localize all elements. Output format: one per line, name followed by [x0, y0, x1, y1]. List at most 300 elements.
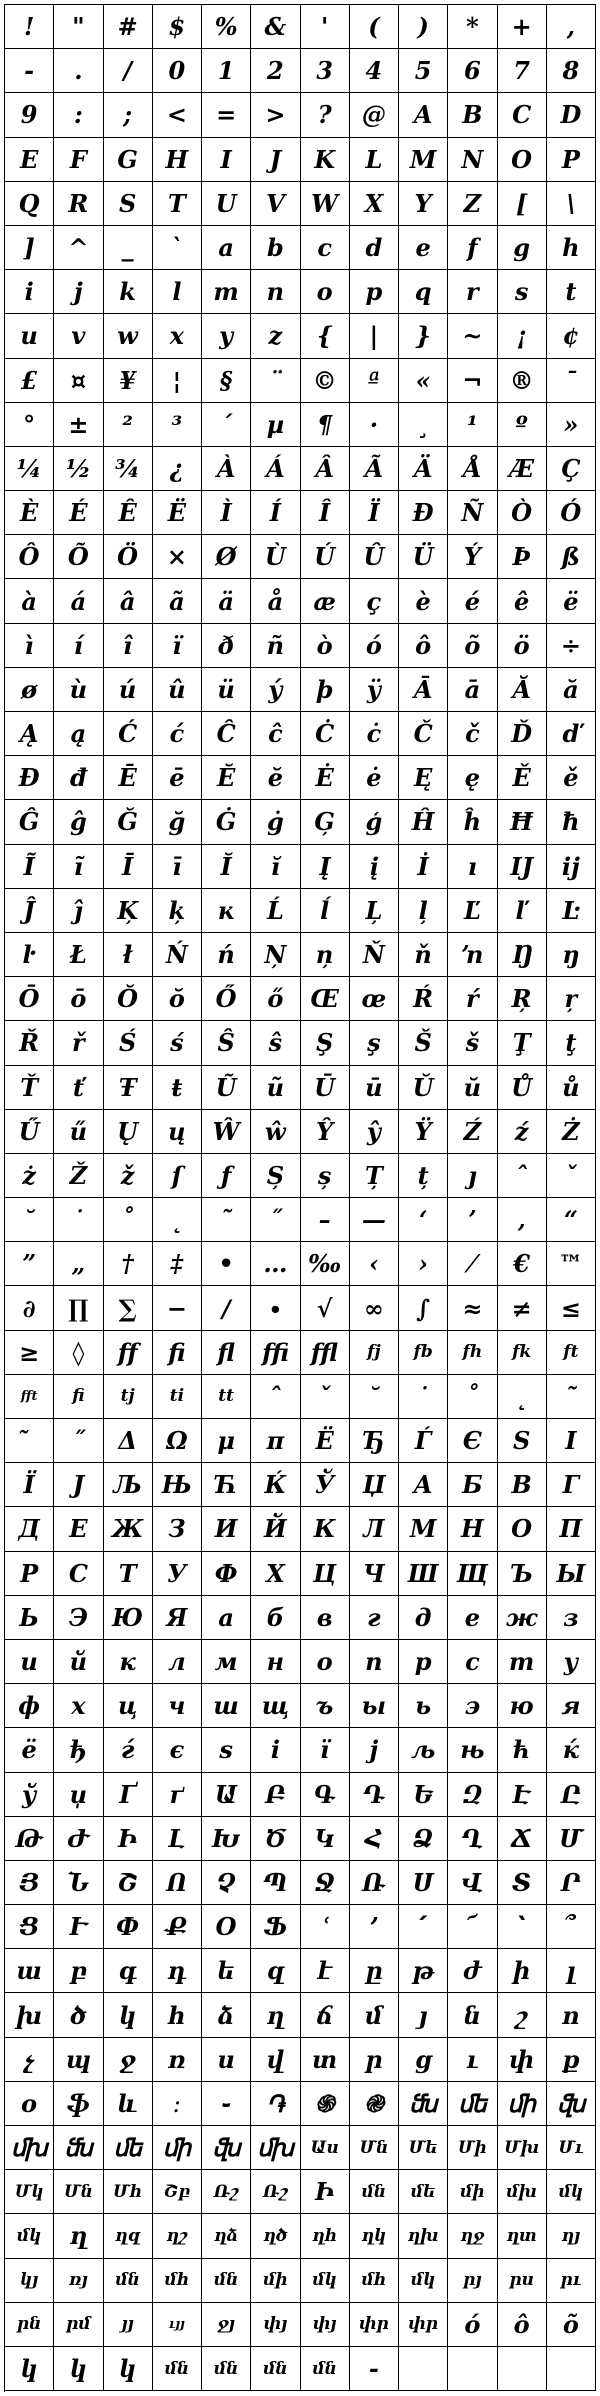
- glyph-cell: ґ: [153, 1773, 202, 1817]
- glyph-cell: ё: [5, 1728, 54, 1772]
- glyph-cell: ф: [5, 1684, 54, 1728]
- glyph-cell: %: [202, 5, 251, 49]
- glyph-cell: ņ: [301, 933, 350, 977]
- glyph-cell: i: [5, 270, 54, 314]
- glyph-cell: ъ: [301, 1684, 350, 1728]
- glyph-cell: Ö: [104, 535, 153, 579]
- glyph-cell: Й: [251, 1507, 300, 1551]
- glyph-cell: Х: [251, 1552, 300, 1596]
- glyph-cell: ճ: [301, 1993, 350, 2037]
- glyph-cell: і: [251, 1728, 300, 1772]
- glyph-cell: Ў: [301, 1463, 350, 1507]
- glyph-row: [5, 2126, 596, 2170]
- glyph-cell: Ĭ: [202, 845, 251, 889]
- glyph-cell: x: [153, 314, 202, 358]
- glyph-cell: ա: [5, 1949, 54, 1993]
- glyph-cell: Ի: [301, 2170, 350, 2214]
- glyph-cell: »: [547, 403, 596, 447]
- glyph-cell: Û: [350, 535, 399, 579]
- glyph-cell: ﬄ: [301, 1331, 350, 1375]
- glyph-cell: ð: [202, 624, 251, 668]
- glyph-cell: ®: [498, 359, 547, 403]
- glyph-cell: Կ: [301, 1817, 350, 1861]
- glyph-row: [5, 1198, 596, 1242]
- glyph-cell: Ā: [399, 668, 448, 712]
- glyph-cell: ª: [350, 359, 399, 403]
- glyph-cell: Њ: [153, 1463, 202, 1507]
- glyph-cell: ›: [399, 1242, 448, 1286]
- glyph-cell: fb: [399, 1331, 448, 1375]
- glyph-cell: ˚: [448, 1375, 497, 1419]
- glyph-row: [5, 1375, 596, 1419]
- glyph-cell: I: [202, 138, 251, 182]
- glyph-cell: փյ: [301, 2303, 350, 2347]
- glyph-cell: Ч: [350, 1552, 399, 1596]
- glyph-cell: Ğ: [104, 800, 153, 844]
- glyph-cell: p: [350, 270, 399, 314]
- glyph-row: [5, 1949, 596, 1993]
- glyph-cell: ˚: [104, 1198, 153, 1242]
- glyph-cell: Щ: [448, 1552, 497, 1596]
- glyph-cell: ղզ: [104, 2214, 153, 2258]
- glyph-cell: ռյ: [54, 2259, 103, 2303]
- glyph-cell: [547, 2347, 596, 2391]
- glyph-cell: մկ: [399, 2259, 448, 2303]
- glyph-cell: ä: [202, 579, 251, 623]
- glyph-cell: Ď: [498, 712, 547, 756]
- glyph-cell: ů: [547, 1066, 596, 1110]
- glyph-cell: д: [399, 1596, 448, 1640]
- glyph-cell: Ţ: [498, 1021, 547, 1065]
- glyph-cell: Ć: [104, 712, 153, 756]
- glyph-cell: ': [301, 5, 350, 49]
- glyph-cell: Մհ: [104, 2170, 153, 2214]
- glyph-cell: ķ: [153, 889, 202, 933]
- glyph-cell: Æ: [498, 447, 547, 491]
- glyph-cell: 0: [153, 49, 202, 93]
- glyph-row: [5, 624, 596, 668]
- glyph-cell: ѕ: [202, 1728, 251, 1772]
- glyph-cell: ˝: [251, 1198, 300, 1242]
- glyph-cell: Â: [301, 447, 350, 491]
- glyph-cell: ^: [54, 226, 103, 270]
- glyph-cell: ľ: [498, 889, 547, 933]
- glyph-cell: ì: [5, 624, 54, 668]
- glyph-cell: в: [301, 1596, 350, 1640]
- glyph-cell: {: [301, 314, 350, 358]
- glyph-cell: Ő: [202, 977, 251, 1021]
- glyph-cell: Օ: [202, 1905, 251, 1949]
- glyph-cell: b: [251, 226, 300, 270]
- glyph-cell: w: [104, 314, 153, 358]
- glyph-cell: Ц: [301, 1552, 350, 1596]
- glyph-cell: т: [498, 1640, 547, 1684]
- glyph-cell: #: [104, 5, 153, 49]
- glyph-cell: с: [448, 1640, 497, 1684]
- glyph-cell: ‰: [301, 1242, 350, 1286]
- glyph-cell: ¸: [399, 403, 448, 447]
- glyph-cell: ∏: [54, 1286, 103, 1330]
- glyph-row: [5, 579, 596, 623]
- glyph-row: [5, 2303, 596, 2347]
- glyph-cell: ∞: [350, 1286, 399, 1330]
- glyph-cell: Ī: [104, 845, 153, 889]
- glyph-cell: }: [399, 314, 448, 358]
- glyph-cell: տ: [301, 2038, 350, 2082]
- glyph-cell: ț: [399, 1154, 448, 1198]
- glyph-cell: փյ: [251, 2303, 300, 2347]
- glyph-cell: ˛: [153, 1198, 202, 1242]
- glyph-cell: fj: [350, 1331, 399, 1375]
- glyph-cell: ղ: [54, 2214, 103, 2258]
- glyph-cell: fi: [54, 1375, 103, 1419]
- glyph-cell: [498, 2347, 547, 2391]
- glyph-cell: Ջ: [301, 1861, 350, 1905]
- glyph-cell: E: [5, 138, 54, 182]
- glyph-cell: ղծ: [251, 2214, 300, 2258]
- glyph-cell: У: [153, 1552, 202, 1596]
- glyph-cell: ⁄: [448, 1242, 497, 1286]
- glyph-cell: Փ: [104, 1905, 153, 1949]
- glyph-cell: օ: [5, 2082, 54, 2126]
- glyph-cell: ē: [153, 756, 202, 800]
- glyph-cell: կ: [104, 1993, 153, 2037]
- glyph-cell: О: [498, 1507, 547, 1551]
- glyph-cell: Ï: [350, 491, 399, 535]
- glyph-cell: Ľ: [448, 889, 497, 933]
- glyph-cell: մի: [448, 2170, 497, 2214]
- glyph-cell: †: [104, 1242, 153, 1286]
- glyph-cell: Ś: [104, 1021, 153, 1065]
- glyph-cell: 4: [350, 49, 399, 93]
- glyph-cell: `: [153, 226, 202, 270]
- glyph-cell: к: [104, 1640, 153, 1684]
- glyph-cell: ę: [448, 756, 497, 800]
- glyph-cell: џ: [54, 1773, 103, 1817]
- glyph-cell: Ŝ: [202, 1021, 251, 1065]
- glyph-cell: s: [498, 270, 547, 314]
- glyph-cell: Դ: [350, 1773, 399, 1817]
- glyph-cell: X: [350, 182, 399, 226]
- glyph-cell: ô: [498, 2303, 547, 2347]
- glyph-cell: Ë: [153, 491, 202, 535]
- glyph-cell: б: [251, 1596, 300, 1640]
- glyph-cell: մ: [350, 1993, 399, 2037]
- glyph-cell: 5: [399, 49, 448, 93]
- glyph-row: [5, 2170, 596, 2214]
- glyph-cell: º: [498, 403, 547, 447]
- glyph-row: [5, 2214, 596, 2258]
- glyph-cell: §: [202, 359, 251, 403]
- glyph-cell: Ĉ: [202, 712, 251, 756]
- glyph-cell: č: [448, 712, 497, 756]
- glyph-cell: ½: [54, 447, 103, 491]
- glyph-grid: [4, 4, 596, 2392]
- glyph-cell: ŋ: [547, 933, 596, 977]
- glyph-cell: Ş: [301, 1021, 350, 1065]
- glyph-cell: ö: [498, 624, 547, 668]
- glyph-cell: ՞: [547, 1905, 596, 1949]
- glyph-row: [5, 182, 596, 226]
- glyph-cell: Ê: [104, 491, 153, 535]
- glyph-cell: րն: [5, 2303, 54, 2347]
- glyph-cell: ∑: [104, 1286, 153, 1330]
- glyph-cell: É: [54, 491, 103, 535]
- glyph-cell: ˜: [547, 1375, 596, 1419]
- glyph-cell: [399, 2347, 448, 2391]
- glyph-cell: Ž: [54, 1154, 103, 1198]
- glyph-cell: Մն: [350, 2126, 399, 2170]
- glyph-cell: ý: [251, 668, 300, 712]
- glyph-cell: ~: [448, 314, 497, 358]
- glyph-cell: Է: [498, 1773, 547, 1817]
- glyph-cell: V: [251, 182, 300, 226]
- glyph-cell: Ա: [202, 1773, 251, 1817]
- glyph-cell: ĩ: [54, 845, 103, 889]
- glyph-cell: о: [301, 1640, 350, 1684]
- glyph-cell: °: [5, 403, 54, 447]
- glyph-cell: ù: [54, 668, 103, 712]
- glyph-cell: Ů: [498, 1066, 547, 1110]
- glyph-cell: c: [301, 226, 350, 270]
- glyph-cell: È: [5, 491, 54, 535]
- glyph-cell: fk: [498, 1331, 547, 1375]
- glyph-cell: ć: [153, 712, 202, 756]
- glyph-cell: £: [5, 359, 54, 403]
- glyph-cell: tj: [104, 1375, 153, 1419]
- glyph-cell: ﬗ: [251, 2126, 300, 2170]
- glyph-cell: є: [153, 1728, 202, 1772]
- glyph-cell: ż: [5, 1154, 54, 1198]
- glyph-cell: ղտ: [498, 2214, 547, 2258]
- glyph-cell: ō: [54, 977, 103, 1021]
- glyph-cell: և: [104, 2082, 153, 2126]
- glyph-cell: ե: [202, 1949, 251, 1993]
- glyph-cell: İ: [399, 845, 448, 889]
- glyph-cell: Ŷ: [301, 1110, 350, 1154]
- glyph-cell: ”: [5, 1242, 54, 1286]
- glyph-cell: Ĕ: [202, 756, 251, 800]
- glyph-cell: ї: [301, 1728, 350, 1772]
- glyph-cell: Ñ: [448, 491, 497, 535]
- glyph-cell: ։: [153, 2082, 202, 2126]
- glyph-cell: “: [547, 1198, 596, 1242]
- glyph-cell: Ġ: [202, 800, 251, 844]
- glyph-cell: –: [301, 1198, 350, 1242]
- glyph-cell: Ô: [5, 535, 54, 579]
- glyph-cell: ﬓ: [54, 2126, 103, 2170]
- glyph-cell: ˙: [54, 1198, 103, 1242]
- glyph-cell: Ш: [399, 1552, 448, 1596]
- glyph-cell: ղձ: [202, 2214, 251, 2258]
- glyph-cell: Ь: [5, 1596, 54, 1640]
- glyph-cell: ≠: [498, 1286, 547, 1330]
- glyph-cell: ß: [547, 535, 596, 579]
- glyph-cell: ÿ: [350, 668, 399, 712]
- glyph-row: [5, 226, 596, 270]
- glyph-cell: Ť: [5, 1066, 54, 1110]
- glyph-cell: յ: [399, 1993, 448, 2037]
- glyph-cell: Ŀ: [547, 889, 596, 933]
- glyph-cell: Ģ: [301, 800, 350, 844]
- glyph-cell: /: [104, 49, 153, 93]
- glyph-cell: \: [547, 182, 596, 226]
- glyph-cell: Ռ: [350, 1861, 399, 1905]
- glyph-cell: Մւ: [547, 2126, 596, 2170]
- glyph-cell: ×: [153, 535, 202, 579]
- glyph-cell: Y: [399, 182, 448, 226]
- glyph-cell: ղշ: [153, 2214, 202, 2258]
- glyph-cell: F: [54, 138, 103, 182]
- glyph-cell: √: [301, 1286, 350, 1330]
- glyph-cell: Շբ: [153, 2170, 202, 2214]
- glyph-cell: Ě: [498, 756, 547, 800]
- glyph-cell: հ: [153, 1993, 202, 2037]
- glyph-cell: Н: [448, 1507, 497, 1551]
- glyph-cell: ≥: [5, 1331, 54, 1375]
- glyph-cell: Δ: [104, 1419, 153, 1463]
- glyph-cell: Ó: [547, 491, 596, 535]
- glyph-cell: Ї: [5, 1463, 54, 1507]
- glyph-cell: ȷ: [448, 1154, 497, 1198]
- glyph-row: [5, 2347, 596, 2391]
- glyph-cell: g: [498, 226, 547, 270]
- glyph-cell: ŀ: [5, 933, 54, 977]
- glyph-cell: ’: [448, 1198, 497, 1242]
- glyph-cell: Ј: [54, 1463, 103, 1507]
- glyph-cell: Э: [54, 1596, 103, 1640]
- glyph-cell: ©: [301, 359, 350, 403]
- glyph-row: [5, 5, 596, 49]
- glyph-cell: Ț: [350, 1154, 399, 1198]
- glyph-cell: ŗ: [547, 977, 596, 1021]
- glyph-cell: К: [301, 1507, 350, 1551]
- glyph-cell: Ո: [153, 1861, 202, 1905]
- glyph-cell: Վ: [448, 1861, 497, 1905]
- glyph-cell: ĭ: [251, 845, 300, 889]
- glyph-row: [5, 800, 596, 844]
- glyph-cell: М: [399, 1507, 448, 1551]
- glyph-cell: у: [547, 1640, 596, 1684]
- glyph-cell: Ŏ: [104, 977, 153, 1021]
- glyph-cell: մն: [202, 2259, 251, 2303]
- glyph-cell: ﬔ: [104, 2126, 153, 2170]
- glyph-cell: ë: [547, 579, 596, 623]
- glyph-cell: Ќ: [251, 1463, 300, 1507]
- glyph-cell: ժ: [448, 1949, 497, 1993]
- glyph-cell: ś: [153, 1021, 202, 1065]
- glyph-cell: ը: [350, 1949, 399, 1993]
- glyph-cell: a: [202, 226, 251, 270]
- glyph-cell: ļ: [399, 889, 448, 933]
- glyph-row: [5, 1640, 596, 1684]
- glyph-cell: Պ: [251, 1861, 300, 1905]
- glyph-row: [5, 1905, 596, 1949]
- glyph-cell: ւյյ: [153, 2303, 202, 2347]
- glyph-cell: +: [498, 5, 547, 49]
- glyph-cell: В: [498, 1463, 547, 1507]
- glyph-cell: ж: [498, 1596, 547, 1640]
- glyph-cell: ∙: [251, 1286, 300, 1330]
- glyph-cell: $: [153, 5, 202, 49]
- glyph-cell: ﬀ: [104, 1331, 153, 1375]
- glyph-cell: ū: [350, 1066, 399, 1110]
- glyph-cell: ՚: [350, 1905, 399, 1949]
- glyph-cell: Ź: [448, 1110, 497, 1154]
- glyph-cell: р: [399, 1640, 448, 1684]
- glyph-cell: ť: [54, 1066, 103, 1110]
- glyph-cell: Գ: [301, 1773, 350, 1817]
- glyph-cell: ы: [350, 1684, 399, 1728]
- glyph-row: [5, 756, 596, 800]
- glyph-cell: Ū: [301, 1066, 350, 1110]
- glyph-cell: ġ: [251, 800, 300, 844]
- glyph-cell: ń: [202, 933, 251, 977]
- glyph-cell: ų: [153, 1110, 202, 1154]
- glyph-cell: Ղ: [448, 1817, 497, 1861]
- glyph-cell: Є: [448, 1419, 497, 1463]
- glyph-cell: ř: [54, 1021, 103, 1065]
- glyph-cell: Ì: [202, 491, 251, 535]
- glyph-cell: Ü: [399, 535, 448, 579]
- glyph-cell: п: [350, 1640, 399, 1684]
- glyph-cell: љ: [399, 1728, 448, 1772]
- glyph-cell: þ: [301, 668, 350, 712]
- glyph-cell: ¬: [448, 359, 497, 403]
- glyph-cell: ,: [547, 5, 596, 49]
- glyph-row: [5, 845, 596, 889]
- glyph-cell: Į: [301, 845, 350, 889]
- glyph-cell: Զ: [448, 1773, 497, 1817]
- glyph-cell: ց: [399, 2038, 448, 2082]
- glyph-cell: ]: [5, 226, 54, 270]
- glyph-cell: œ: [350, 977, 399, 1021]
- glyph-cell: Ր: [547, 1861, 596, 1905]
- glyph-cell: Ą: [5, 712, 54, 756]
- glyph-cell: u: [5, 314, 54, 358]
- glyph-cell: ŵ: [251, 1110, 300, 1154]
- glyph-cell: z: [251, 314, 300, 358]
- glyph-cell: 8: [547, 49, 596, 93]
- glyph-cell: q: [399, 270, 448, 314]
- glyph-cell: ‹: [350, 1242, 399, 1286]
- glyph-cell: ı: [448, 845, 497, 889]
- glyph-cell: ƒ: [202, 1154, 251, 1198]
- glyph-cell: 9: [5, 93, 54, 137]
- glyph-row: [5, 977, 596, 1021]
- glyph-cell: á: [54, 579, 103, 623]
- glyph-cell: մկ: [301, 2259, 350, 2303]
- glyph-cell: ¿: [153, 447, 202, 491]
- glyph-cell: ¹: [448, 403, 497, 447]
- glyph-cell: Ù: [251, 535, 300, 579]
- glyph-cell: ћ: [498, 1728, 547, 1772]
- glyph-cell: -: [350, 2347, 399, 2391]
- glyph-cell: ◊: [54, 1331, 103, 1375]
- glyph-row: [5, 1286, 596, 1330]
- glyph-cell: ղկ: [350, 2214, 399, 2258]
- glyph-cell: Շ: [104, 1861, 153, 1905]
- glyph-cell: փր: [350, 2303, 399, 2347]
- glyph-cell: é: [448, 579, 497, 623]
- glyph-cell: Ъ: [498, 1552, 547, 1596]
- glyph-row: [5, 2038, 596, 2082]
- glyph-cell: է: [301, 1949, 350, 1993]
- glyph-cell: Ç: [547, 447, 596, 491]
- glyph-cell: ‘: [399, 1198, 448, 1242]
- glyph-cell: Ի: [104, 1817, 153, 1861]
- glyph-cell: r: [448, 270, 497, 314]
